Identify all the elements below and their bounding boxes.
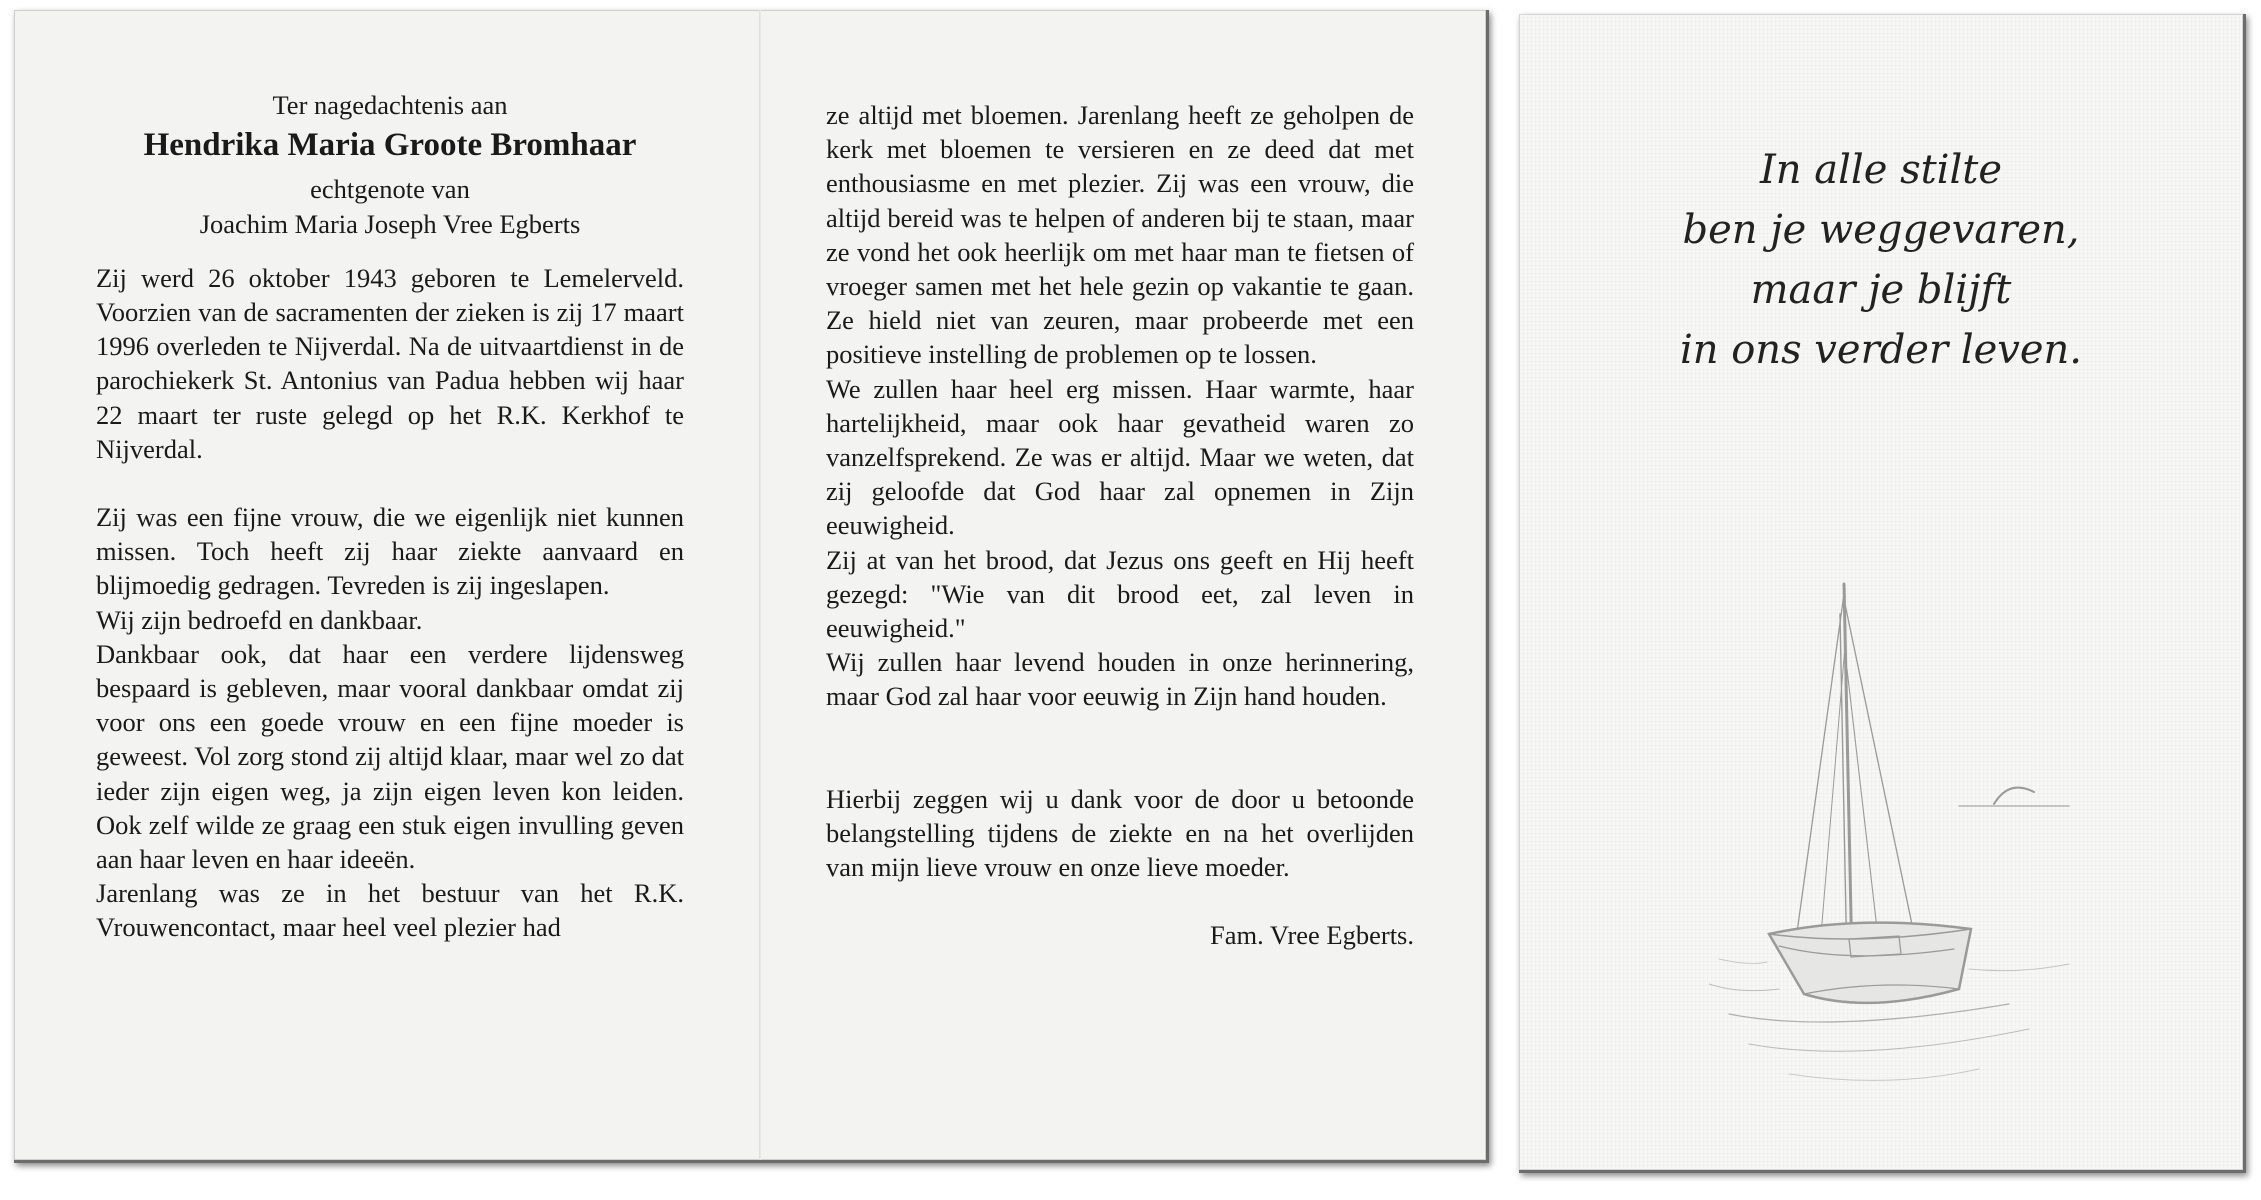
poem-line: in ons verder leven.	[1679, 327, 2083, 373]
biography-paragraph: Zij werd 26 oktober 1943 geboren te Lemelerveld. Voorzien van de sacramenten der zieken is zij 17 maart 1996 overleden te Nijverdal. Na de uitvaartdienst in de parochiekerk St. Antonius van Padua hebben wij haar 22 maart ter ruste gelegd op het R.K. Kerkhof te Nijverdal.	[96, 262, 684, 464]
spouse-intro: echtgenote van	[310, 174, 470, 205]
poem-line: ben je weggevaren,	[1682, 207, 2080, 253]
family-signature: Fam. Vree Egberts.	[1210, 920, 1414, 951]
character-paragraph: Zij was een fijne vrouw, die we eigenlijk niet kunnen missen. Toch heeft zij haar ziekte aanvaard en blijmoedig gedragen. Tevreden is zij ingeslapen.	[96, 502, 684, 601]
missing-paragraph: We zullen haar heel erg missen. Haar warmte, haar hartelijkheid, maar ook haar gevatheid waren zo vanzelfsprekend. Ze was er altijd. Maar we weten, dat zij geloofde dat God haar zal opnemen in Zijn eeuwigheid.	[826, 373, 1414, 541]
fold-line	[759, 10, 761, 1160]
activities-paragraph: Jarenlang was ze in het bestuur van het R.K. Vrouwencontact, maar heel veel plezier had	[96, 878, 684, 943]
left-panel	[96, 10, 684, 945]
gratitude-paragraph: Dankbaar ook, dat haar een verdere lijdensweg bespaard is gebleven, maar vooral dankbaar omdat zij voor ons een goede vrouw en een fijne moeder is geweest. Vol zorg stond zij altijd klaar, maar wel zo dat ieder zijn eigen weg, ja zijn eigen leven kon leiden. Ook zelf wilde ze graag een stuk eigen invulling geven aan haar leven en haar ideeën.	[96, 638, 684, 875]
poem-line: In alle stilte	[1759, 147, 2003, 193]
intro-text: Ter nagedachtenis aan	[272, 90, 508, 120]
grief-line: Wij zijn bedroefd en dankbaar.	[96, 604, 423, 635]
sailboat-sketch-icon	[1709, 574, 2089, 1094]
bread-paragraph: Zij at van het brood, dat Jezus ons geeft en Hij heeft gezegd: "Wie van dit brood eet, zal leven in eeuwigheid."	[826, 544, 1414, 644]
memorial-card-cover	[1519, 14, 2246, 1173]
poem-line: maar je blijft	[1750, 267, 2012, 313]
memorial-card-inside	[14, 10, 1489, 1163]
remembrance-paragraph: Wij zullen haar levend houden in onze herinnering, maar God zal haar voor eeuwig in Zijn hand houden.	[826, 647, 1414, 712]
deceased-name: Hendrika Maria Groote Bromhaar	[143, 127, 637, 164]
flowers-paragraph: ze altijd met bloemen. Jarenlang heeft ze geholpen de kerk met bloemen te versieren en ze deed dat met enthousiasme en met plezier. Zij was een vrouw, die altijd bereid was te helpen of anderen bij te staan, maar ze vond het ook heerlijk om met haar man te fietsen of vroeger samen met het hele gezin op vakantie te gaan. Ze hield niet van zeuren, maar probeerde met een positieve instelling de problemen op te lossen.	[826, 100, 1414, 370]
thanks-paragraph: Hierbij zeggen wij u dank voor de door u betoonde belangstelling tijdens de ziekte en na het overlijden van mijn lieve vrouw en onze lieve moeder.	[826, 783, 1414, 883]
spouse-name: Joachim Maria Joseph Vree Egberts	[199, 208, 581, 239]
right-panel	[826, 10, 1414, 952]
poem	[1519, 140, 2243, 380]
